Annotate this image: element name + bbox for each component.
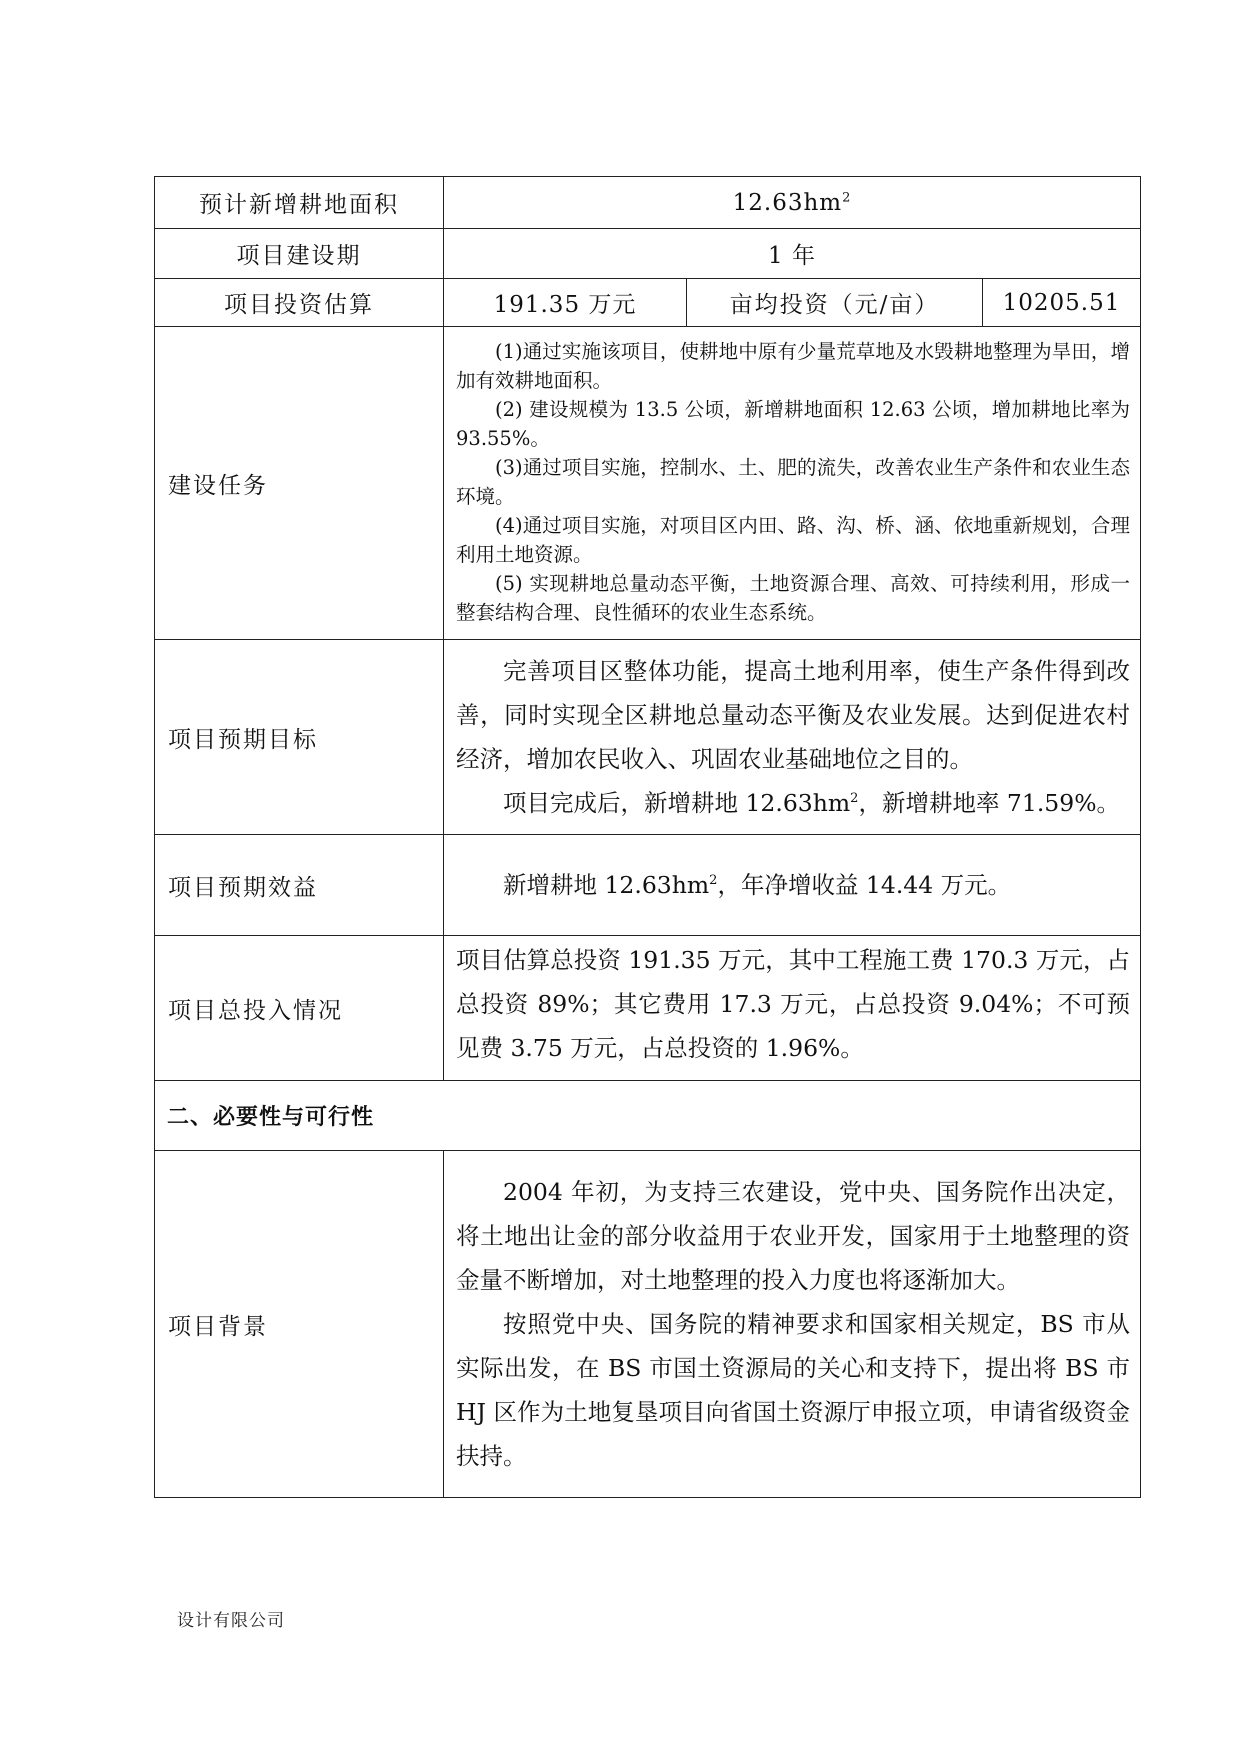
project-info-table <box>154 176 1141 1498</box>
period-label: 项目建设期 <box>155 229 444 279</box>
table-row <box>155 279 1141 327</box>
investment-cell <box>444 936 1141 1081</box>
task-item: (2) 建设规模为 13.5 公顷，新增耕地面积 12.63 公顷，增加耕地比率为 93.55%。 <box>456 398 1131 450</box>
task-item: (4)通过项目实施，对项目区内田、路、沟、桥、涵、依地重新规划，合理利用土地资源。 <box>456 514 1131 566</box>
background-label: 项目背景 <box>155 1151 444 1498</box>
table-row <box>155 327 1141 640</box>
benefit-label: 项目预期效益 <box>155 835 444 936</box>
period-value: 1 年 <box>444 229 1141 279</box>
per-mu-value: 10205.51 <box>983 279 1141 327</box>
new-farmland-label: 预计新增耕地面积 <box>155 177 444 229</box>
background-paragraph: 按照党中央、国务院的精神要求和国家相关规定，BS 市从实际出发，在 BS 市国土资源局的关心和支持下，提出将 BS 市 HJ 区作为土地复垦项目向省国土资源厅申报立项，申请省级资金扶持。 <box>456 1310 1131 1470</box>
goal-cell <box>444 640 1141 835</box>
table-row <box>155 1081 1141 1151</box>
benefit-cell <box>444 835 1141 936</box>
goal-label: 项目预期目标 <box>155 640 444 835</box>
table-row <box>155 640 1141 835</box>
benefit-paragraph: 新增耕地 $12.63hm^2$，年净增收益 14.44 万元。 <box>503 871 1012 899</box>
task-item: (5) 实现耕地总量动态平衡，土地资源合理、高效、可持续利用，形成一整套结构合理、良性循环的农业生态系统。 <box>456 572 1131 624</box>
per-mu-label: 亩均投资（元/亩） <box>687 279 983 327</box>
new-farmland-value: $12.63hm^2$ <box>444 177 1141 229</box>
table-row <box>155 177 1141 229</box>
table-row <box>155 936 1141 1081</box>
task-item: (1)通过实施该项目，使耕地中原有少量荒草地及水毁耕地整理为旱田，增加有效耕地面积。 <box>456 340 1131 392</box>
table-row <box>155 835 1141 936</box>
section-heading: 二、必要性与可行性 <box>155 1081 1141 1151</box>
footer-company: 设计有限公司 <box>177 1611 285 1631</box>
goal-paragraph: 项目完成后，新增耕地 $12.63hm^2$，新增耕地率 71.59%。 <box>503 789 1121 817</box>
table-row <box>155 229 1141 279</box>
tasks-label: 建设任务 <box>155 327 444 640</box>
budget-value: 191.35 万元 <box>444 279 687 327</box>
investment-label: 项目总投入情况 <box>155 936 444 1081</box>
investment-paragraph: 项目估算总投资 191.35 万元，其中工程施工费 170.3 万元，占总投资 89%；其它费用 17.3 万元，占总投资 9.04%；不可预见费 3.75 万元，占总投资的 1.96%。 <box>456 946 1131 1062</box>
table-row <box>155 1151 1141 1498</box>
task-item: (3)通过项目实施，控制水、土、肥的流失，改善农业生产条件和农业生态环境。 <box>456 456 1131 508</box>
background-cell <box>444 1151 1141 1498</box>
goal-paragraph: 完善项目区整体功能，提高土地利用率，使生产条件得到改善，同时实现全区耕地总量动态平衡及农业发展。达到促进农村经济，增加农民收入、巩固农业基础地位之目的。 <box>456 657 1131 773</box>
tasks-cell <box>444 327 1141 640</box>
background-paragraph: 2004 年初，为支持三农建设，党中央、国务院作出决定，将土地出让金的部分收益用于农业开发，国家用于土地整理的资金量不断增加，对土地整理的投入力度也将逐渐加大。 <box>456 1178 1131 1294</box>
budget-label: 项目投资估算 <box>155 279 444 327</box>
